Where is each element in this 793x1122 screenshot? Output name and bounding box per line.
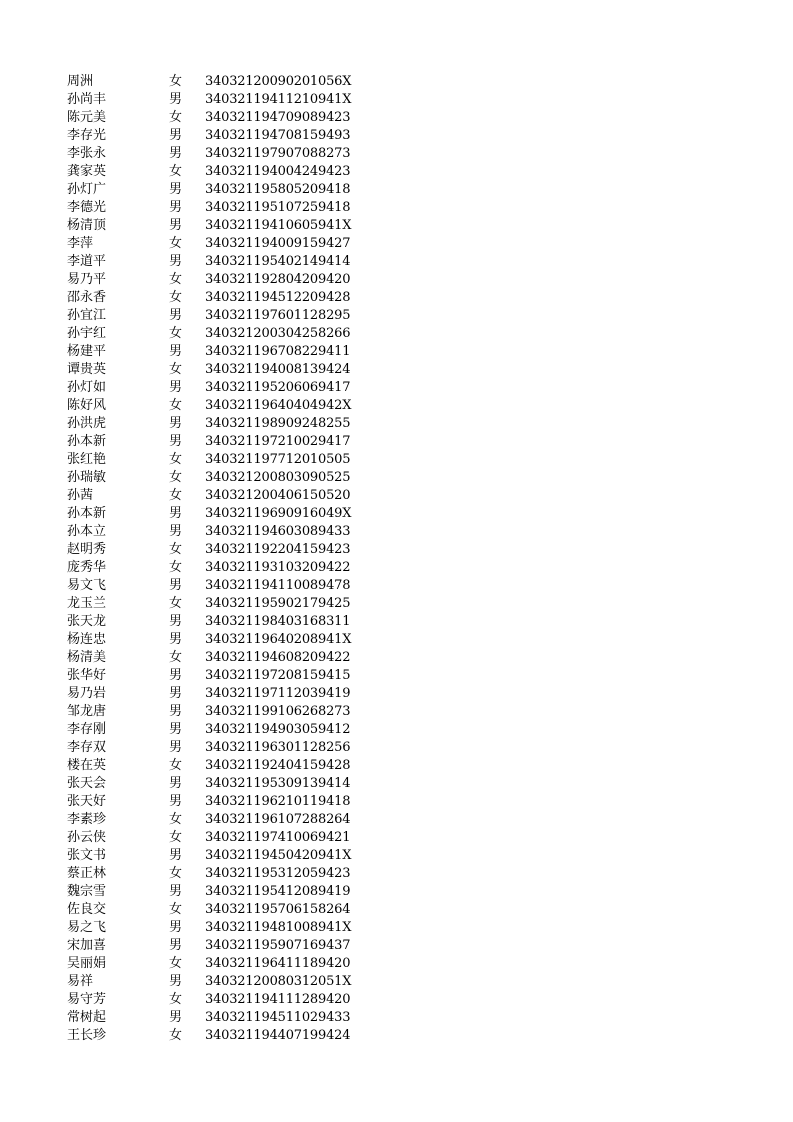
id-number: 340321195805209418 <box>205 182 351 197</box>
person-gender: 女 <box>169 542 183 557</box>
person-gender: 男 <box>169 848 183 863</box>
person-name: 孙灯广 <box>67 182 107 197</box>
table-row <box>0 775 793 793</box>
table-row <box>0 559 793 577</box>
table-row <box>0 613 793 631</box>
person-name: 孙洪虎 <box>67 416 107 431</box>
person-gender: 男 <box>169 632 183 647</box>
person-name: 李素珍 <box>67 812 107 827</box>
table-row <box>0 145 793 163</box>
person-gender: 女 <box>169 290 183 305</box>
person-gender: 男 <box>169 218 183 233</box>
table-row <box>0 469 793 487</box>
id-number: 340321195907169437 <box>205 938 351 953</box>
id-number: 34032119411210941X <box>205 92 352 107</box>
person-name: 易乃岩 <box>67 686 107 701</box>
person-gender: 男 <box>169 794 183 809</box>
person-name: 陈好风 <box>67 398 107 413</box>
person-gender: 男 <box>169 524 183 539</box>
person-name: 孙本新 <box>67 434 107 449</box>
id-number: 340321194903059412 <box>205 722 351 737</box>
table-row <box>0 955 793 973</box>
table-row <box>0 1027 793 1045</box>
person-name: 张天龙 <box>67 614 107 629</box>
person-name: 王长珍 <box>67 1028 107 1043</box>
id-number: 34032119690916049X <box>205 506 352 521</box>
table-row <box>0 199 793 217</box>
person-name: 佐良交 <box>67 902 107 917</box>
id-number: 34032119481008941X <box>205 920 352 935</box>
id-number: 340321192804209420 <box>205 272 351 287</box>
person-gender: 男 <box>169 884 183 899</box>
person-name: 孙尚丰 <box>67 92 107 107</box>
person-gender: 男 <box>169 308 183 323</box>
person-name: 李萍 <box>67 236 94 251</box>
person-name: 李存双 <box>67 740 107 755</box>
person-gender: 女 <box>169 398 183 413</box>
table-row <box>0 685 793 703</box>
person-name: 邹龙唐 <box>67 704 107 719</box>
table-row <box>0 289 793 307</box>
person-gender: 男 <box>169 416 183 431</box>
person-gender: 女 <box>169 902 183 917</box>
id-number: 340321195412089419 <box>205 884 351 899</box>
id-number: 340321194009159427 <box>205 236 351 251</box>
table-row <box>0 703 793 721</box>
table-row <box>0 505 793 523</box>
id-number: 340321192204159423 <box>205 542 351 557</box>
id-number: 340321197210029417 <box>205 434 351 449</box>
id-number: 340321192404159428 <box>205 758 351 773</box>
table-row <box>0 397 793 415</box>
person-gender: 男 <box>169 722 183 737</box>
person-gender: 女 <box>169 470 183 485</box>
table-row <box>0 361 793 379</box>
table-row <box>0 325 793 343</box>
id-number: 340321194407199424 <box>205 1028 351 1043</box>
person-gender: 男 <box>169 380 183 395</box>
table-row <box>0 847 793 865</box>
id-number: 34032119640208941X <box>205 632 352 647</box>
id-number: 340321194008139424 <box>205 362 351 377</box>
id-number: 34032120090201056X <box>205 74 352 89</box>
table-row <box>0 163 793 181</box>
id-number: 34032119410605941X <box>205 218 352 233</box>
id-number: 340321195206069417 <box>205 380 351 395</box>
id-number: 340321197601128295 <box>205 308 351 323</box>
person-name: 易祥 <box>67 974 94 989</box>
id-number: 340321195309139414 <box>205 776 351 791</box>
person-gender: 女 <box>169 866 183 881</box>
person-name: 易守芳 <box>67 992 107 1007</box>
id-number: 340321197410069421 <box>205 830 351 845</box>
id-number: 34032119450420941X <box>205 848 352 863</box>
person-gender: 男 <box>169 776 183 791</box>
table-row <box>0 991 793 1009</box>
person-name: 赵明秀 <box>67 542 107 557</box>
person-gender: 男 <box>169 704 183 719</box>
person-gender: 女 <box>169 110 183 125</box>
table-row <box>0 721 793 739</box>
person-name: 楼在英 <box>67 758 107 773</box>
person-name: 魏宗雪 <box>67 884 107 899</box>
person-name: 杨连忠 <box>67 632 107 647</box>
person-gender: 女 <box>169 164 183 179</box>
person-name: 谭贵英 <box>67 362 107 377</box>
person-gender: 女 <box>169 326 183 341</box>
id-number: 340321194511029433 <box>205 1010 351 1025</box>
table-row <box>0 541 793 559</box>
table-row <box>0 757 793 775</box>
person-gender: 女 <box>169 560 183 575</box>
table-row <box>0 253 793 271</box>
person-gender: 男 <box>169 92 183 107</box>
person-gender: 男 <box>169 974 183 989</box>
id-number: 340321196708229411 <box>205 344 351 359</box>
person-name: 邵永香 <box>67 290 107 305</box>
table-row <box>0 523 793 541</box>
person-gender: 男 <box>169 200 183 215</box>
id-number: 340321194512209428 <box>205 290 351 305</box>
table-row <box>0 487 793 505</box>
id-number: 340321195902179425 <box>205 596 351 611</box>
table-row <box>0 865 793 883</box>
person-name: 李存刚 <box>67 722 107 737</box>
id-number: 340321197208159415 <box>205 668 351 683</box>
id-number: 340321198909248255 <box>205 416 351 431</box>
person-name: 杨建平 <box>67 344 107 359</box>
person-gender: 男 <box>169 128 183 143</box>
id-number: 340321194608209422 <box>205 650 351 665</box>
table-row <box>0 127 793 145</box>
id-number: 340321194111289420 <box>205 992 351 1007</box>
person-name: 孙宇红 <box>67 326 107 341</box>
person-name: 杨清美 <box>67 650 107 665</box>
person-gender: 女 <box>169 488 183 503</box>
table-row <box>0 235 793 253</box>
person-gender: 女 <box>169 272 183 287</box>
id-number: 340321196411189420 <box>205 956 351 971</box>
person-gender: 男 <box>169 938 183 953</box>
person-name: 李张永 <box>67 146 107 161</box>
id-number: 340321195107259418 <box>205 200 351 215</box>
table-row <box>0 811 793 829</box>
person-name: 张天好 <box>67 794 107 809</box>
table-row <box>0 901 793 919</box>
table-row <box>0 307 793 325</box>
table-row <box>0 649 793 667</box>
person-gender: 男 <box>169 740 183 755</box>
person-name: 孙云侠 <box>67 830 107 845</box>
table-row <box>0 919 793 937</box>
person-name: 宋加喜 <box>67 938 107 953</box>
person-name: 张华好 <box>67 668 107 683</box>
person-gender: 女 <box>169 758 183 773</box>
person-gender: 女 <box>169 830 183 845</box>
id-number: 34032119640404942X <box>205 398 352 413</box>
person-name: 常树起 <box>67 1010 107 1025</box>
id-number: 340321197712010505 <box>205 452 351 467</box>
person-name: 孙灯如 <box>67 380 107 395</box>
table-row <box>0 415 793 433</box>
person-gender: 女 <box>169 1028 183 1043</box>
person-name: 庞秀华 <box>67 560 107 575</box>
person-name: 吴丽娟 <box>67 956 107 971</box>
id-number: 340321200304258266 <box>205 326 351 341</box>
id-number: 34032120080312051X <box>205 974 352 989</box>
person-name: 孙宜江 <box>67 308 107 323</box>
table-row <box>0 973 793 991</box>
table-row <box>0 217 793 235</box>
person-gender: 男 <box>169 344 183 359</box>
person-name: 孙瑞敏 <box>67 470 107 485</box>
person-gender: 女 <box>169 812 183 827</box>
person-gender: 女 <box>169 452 183 467</box>
person-gender: 男 <box>169 668 183 683</box>
id-number: 340321195402149414 <box>205 254 351 269</box>
table-row <box>0 793 793 811</box>
id-number: 340321194603089433 <box>205 524 351 539</box>
person-name: 杨清顶 <box>67 218 107 233</box>
table-row <box>0 631 793 649</box>
id-number: 340321200406150520 <box>205 488 351 503</box>
table-row <box>0 379 793 397</box>
id-number: 340321194709089423 <box>205 110 351 125</box>
id-number: 340321194004249423 <box>205 164 351 179</box>
id-number: 340321195706158264 <box>205 902 351 917</box>
person-gender: 女 <box>169 236 183 251</box>
id-number: 340321193103209422 <box>205 560 351 575</box>
table-row <box>0 451 793 469</box>
person-name: 李存光 <box>67 128 107 143</box>
table-row <box>0 667 793 685</box>
id-number: 340321196107288264 <box>205 812 351 827</box>
table-row <box>0 883 793 901</box>
id-number: 340321194110089478 <box>205 578 351 593</box>
table-row <box>0 739 793 757</box>
id-number: 340321196210119418 <box>205 794 351 809</box>
table-row <box>0 91 793 109</box>
person-name: 孙本新 <box>67 506 107 521</box>
table-row <box>0 829 793 847</box>
person-gender: 男 <box>169 686 183 701</box>
table-row <box>0 109 793 127</box>
id-number: 340321196301128256 <box>205 740 351 755</box>
person-gender: 女 <box>169 362 183 377</box>
person-gender: 男 <box>169 146 183 161</box>
table-row <box>0 1009 793 1027</box>
person-name: 张文书 <box>67 848 107 863</box>
person-name: 龙玉兰 <box>67 596 107 611</box>
person-gender: 女 <box>169 956 183 971</box>
person-gender: 男 <box>169 434 183 449</box>
table-row <box>0 433 793 451</box>
person-gender: 男 <box>169 578 183 593</box>
person-name: 陈元美 <box>67 110 107 125</box>
table-row <box>0 73 793 91</box>
id-number: 340321198403168311 <box>205 614 351 629</box>
id-number: 340321197907088273 <box>205 146 351 161</box>
person-gender: 女 <box>169 596 183 611</box>
person-name: 龚家英 <box>67 164 107 179</box>
person-name: 周洲 <box>67 74 94 89</box>
person-gender: 女 <box>169 650 183 665</box>
id-number: 340321194708159493 <box>205 128 351 143</box>
id-number: 340321197112039419 <box>205 686 351 701</box>
person-gender: 男 <box>169 254 183 269</box>
person-gender: 男 <box>169 506 183 521</box>
id-number: 340321199106268273 <box>205 704 351 719</box>
person-name: 李德光 <box>67 200 107 215</box>
table-row <box>0 181 793 199</box>
person-name: 李道平 <box>67 254 107 269</box>
person-name: 孙茜 <box>67 488 94 503</box>
person-gender: 男 <box>169 920 183 935</box>
table-row <box>0 577 793 595</box>
person-name: 孙本立 <box>67 524 107 539</box>
id-number: 340321195312059423 <box>205 866 351 881</box>
person-name: 张天会 <box>67 776 107 791</box>
person-name: 易文飞 <box>67 578 107 593</box>
person-name: 易之飞 <box>67 920 107 935</box>
id-number: 340321200803090525 <box>205 470 351 485</box>
person-gender: 男 <box>169 182 183 197</box>
person-name: 蔡正林 <box>67 866 107 881</box>
person-name: 张红艳 <box>67 452 107 467</box>
table-row <box>0 595 793 613</box>
table-row <box>0 343 793 361</box>
person-gender: 女 <box>169 992 183 1007</box>
person-gender: 男 <box>169 1010 183 1025</box>
person-name: 易乃平 <box>67 272 107 287</box>
roster-table <box>0 73 793 1045</box>
table-row <box>0 271 793 289</box>
table-row <box>0 937 793 955</box>
person-gender: 女 <box>169 74 183 89</box>
person-gender: 男 <box>169 614 183 629</box>
